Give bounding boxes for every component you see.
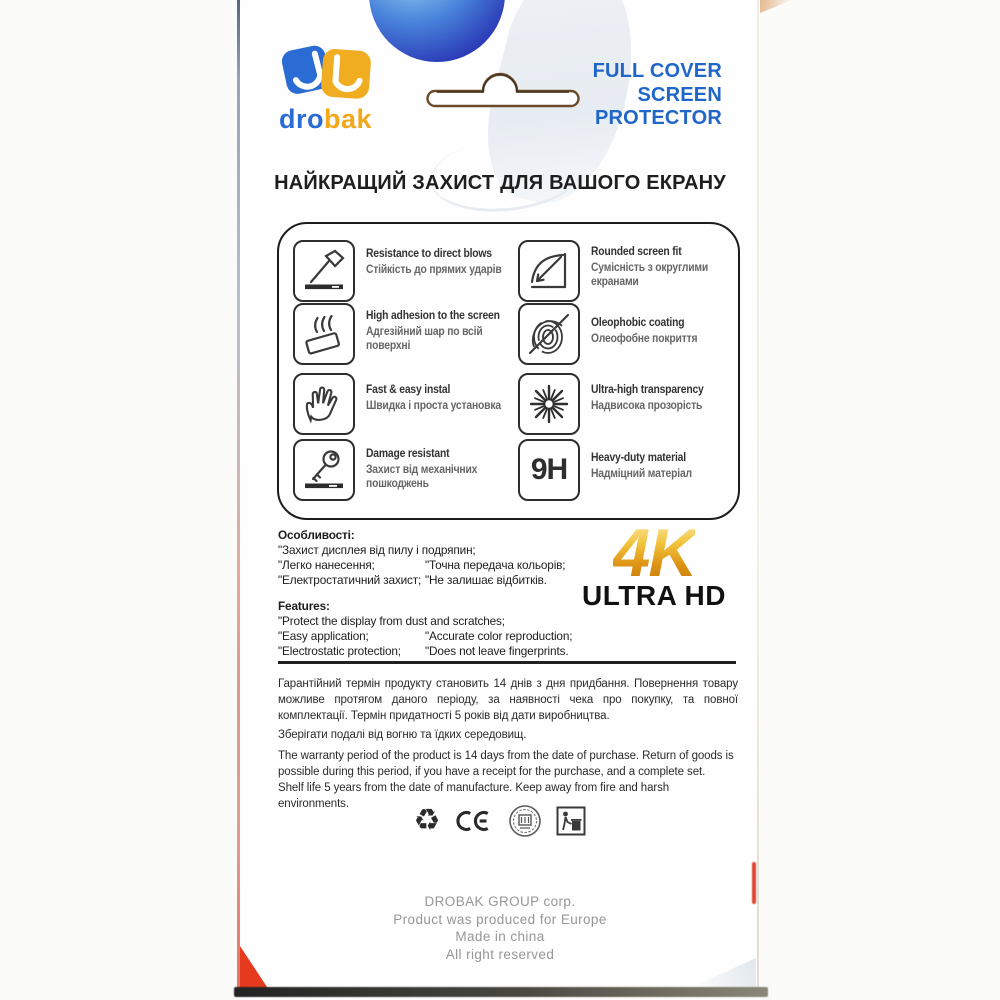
feature-title: Heavy-duty material xyxy=(591,452,686,464)
feature-subtitle: Надміцний матеріал xyxy=(591,468,692,480)
top-right-corner-sliver xyxy=(760,0,792,13)
wordmark-dro: dro xyxy=(279,104,324,134)
package-bottom-shadow xyxy=(234,987,768,997)
footer-made-in: Made in china xyxy=(455,929,545,944)
warranty-en-note: Shelf life 5 years from the date of manufacture. Keep away from fire and harsh environments. xyxy=(278,782,670,810)
adhesion-icon xyxy=(300,310,348,358)
feature-row xyxy=(591,317,749,346)
feature-title: Resistance to direct blows xyxy=(366,248,492,260)
ultra-hd-label: ULTRA HD xyxy=(582,580,726,611)
feature-row xyxy=(366,384,524,413)
features-en-item: "Easy application; xyxy=(278,629,369,643)
brand-wordmark xyxy=(279,104,372,135)
footer-rights: All right reserved xyxy=(445,946,555,962)
rounded-screen-icon xyxy=(525,247,573,295)
wordmark-bak: bak xyxy=(324,104,373,134)
product-label xyxy=(593,60,722,131)
feature-title: High adhesion to the screen xyxy=(366,310,500,322)
features-en-item: "Does not leave fingerprints. xyxy=(425,644,569,658)
feature-title: Damage resistant xyxy=(366,448,450,460)
feature-title: Fast & easy instal xyxy=(366,384,451,396)
certification-icons xyxy=(240,804,760,838)
certification-seal-icon xyxy=(508,804,542,838)
4k-ultra-hd-badge xyxy=(565,515,743,612)
feature-row xyxy=(591,384,749,413)
9h-hardness-badge: 9H xyxy=(530,453,568,486)
features-list-ua xyxy=(278,528,608,588)
warranty-ua-note: Зберігати подалі від вогню та їдких середовищ. xyxy=(278,729,527,741)
fingerprint-icon xyxy=(525,310,573,358)
warranty-en-paragraph: The warranty period of the product is 14 days from the date of purchase. Return of goods is possible during this period, if you have a receipt for the purchase, and a complete set. xyxy=(278,750,734,778)
feature-title: Ultra-high transparency xyxy=(591,384,704,396)
hammer-icon xyxy=(300,247,348,295)
feature-row xyxy=(591,452,749,481)
features-en-item: "Electrostatic protection; xyxy=(278,644,401,658)
feature-subtitle: Стійкість до прямих ударів xyxy=(366,264,502,276)
key-icon xyxy=(300,446,348,494)
adhesion-icon-box xyxy=(293,303,355,365)
features-ua-item: "Електростатичний захист; xyxy=(278,573,422,587)
features-panel xyxy=(277,222,740,520)
feature-row xyxy=(366,310,524,353)
warranty-ua-paragraph: Гарантійний термін продукту становить 14 днів з дня придбання. Повернення товару можливе протягом даного періоду, за наявності чека про покупку, та повної комплектації. Термін придатності 5 років від дати виробництва. xyxy=(278,678,738,722)
feature-subtitle: Надвисока прозорість xyxy=(591,400,703,412)
ce-mark-icon xyxy=(454,808,494,834)
headline: НАЙКРАЩИЙ ЗАХИСТ ДЛЯ ВАШОГО ЕКРАНУ xyxy=(274,172,726,194)
hammer-icon-box xyxy=(293,240,355,302)
features-en-item: "Accurate color reproduction; xyxy=(425,629,573,643)
product-label-line2: SCREEN xyxy=(637,83,722,106)
features-ua-item: "Точна передача кольорів; xyxy=(425,558,566,572)
rounded-screen-icon-box xyxy=(518,240,580,302)
product-label-line1: FULL COVER xyxy=(592,60,722,82)
features-en-header: Features: xyxy=(278,599,330,613)
feature-title: Oleophobic coating xyxy=(591,317,685,329)
package-left-edge xyxy=(237,0,240,992)
feature-row xyxy=(366,448,524,491)
divider-line xyxy=(278,661,736,664)
feature-row xyxy=(366,248,524,277)
key-icon-box xyxy=(293,439,355,501)
9h-badge-box xyxy=(518,439,580,501)
euro-hang-slot xyxy=(423,70,583,114)
fingerprint-icon-box xyxy=(518,303,580,365)
feature-subtitle: Швидка і проста установка xyxy=(366,400,501,412)
feature-subtitle: Сумісність з округлими екранами xyxy=(591,262,709,288)
starburst-icon-box xyxy=(518,373,580,435)
feature-title: Rounded screen fit xyxy=(591,246,682,258)
tidy-man-icon xyxy=(556,806,586,836)
footer-company: DROBAK GROUP corp. xyxy=(424,894,576,909)
features-list-en xyxy=(278,599,608,659)
features-ua-item: "Легко нанесення; xyxy=(278,558,375,572)
package-right-edge xyxy=(757,0,759,988)
features-ua-header: Особливості: xyxy=(278,528,355,542)
feature-subtitle: Адгезійний шар по всій поверхні xyxy=(366,326,483,352)
feature-subtitle: Олеофобне покриття xyxy=(591,333,698,345)
features-ua-line: "Захист дисплея від пилу і подряпин; xyxy=(278,543,476,557)
feature-row xyxy=(591,246,749,289)
product-label-line3: PROTECTOR xyxy=(595,107,722,129)
hand-icon-box xyxy=(293,373,355,435)
features-ua-item: "Не залишає відбитків. xyxy=(425,573,547,587)
footer-produced: Product was produced for Europe xyxy=(393,911,607,927)
recycle-icon: ♻ xyxy=(413,804,441,837)
warranty-text-ua xyxy=(278,676,738,743)
4k-logo: 4K xyxy=(612,515,696,591)
footer-text xyxy=(240,893,760,963)
starburst-icon xyxy=(525,380,573,428)
hand-icon xyxy=(300,380,348,428)
warranty-text-en xyxy=(278,748,738,812)
feature-subtitle: Захист від механічних пошкоджень xyxy=(366,464,478,490)
features-en-line: "Protect the display from dust and scratches; xyxy=(278,614,505,628)
